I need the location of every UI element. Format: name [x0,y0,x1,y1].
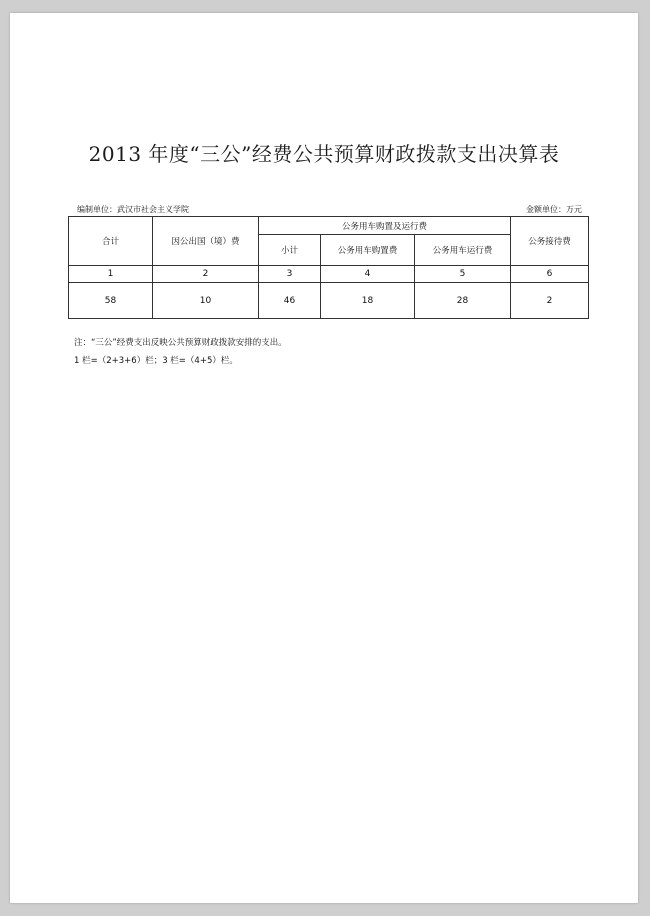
document-title: 2013 年度“三公”经费公共预算财政拨款支出决算表 [88,142,560,166]
value-total: 58 [69,283,153,319]
expenditure-table [68,216,589,319]
column-number: 3 [259,266,321,283]
column-number: 5 [415,266,511,283]
header-vehicle-purchase: 公务用车购置费 [321,235,415,266]
table-row-column-numbers [69,266,589,283]
value-abroad-expense: 10 [153,283,259,319]
header-vehicle-group: 公务用车购置及运行费 [259,217,511,235]
header-total: 合计 [69,217,153,266]
value-reception-expense: 2 [511,283,589,319]
table-header-row [69,217,589,235]
header-abroad-expense: 因公出国（境）费 [153,217,259,266]
value-vehicle-purchase: 18 [321,283,415,319]
compiling-unit-label: 编制单位：武汉市社会主义学院 [77,205,189,214]
value-vehicle-operation: 28 [415,283,511,319]
column-number: 6 [511,266,589,283]
value-subtotal: 46 [259,283,321,319]
column-number: 2 [153,266,259,283]
amount-unit-label: 金额单位：万元 [526,205,582,214]
column-number: 1 [69,266,153,283]
table-row-values [69,283,589,319]
column-number: 4 [321,266,415,283]
footnote-1: 注：“三公”经费支出反映公共预算财政拨款安排的支出。 [74,338,287,348]
footnote-2: 1 栏=（2+3+6）栏；3 栏=（4+5）栏。 [74,356,238,366]
header-reception-expense: 公务接待费 [511,217,589,266]
header-subtotal: 小计 [259,235,321,266]
document-page [10,13,638,903]
header-vehicle-operation: 公务用车运行费 [415,235,511,266]
